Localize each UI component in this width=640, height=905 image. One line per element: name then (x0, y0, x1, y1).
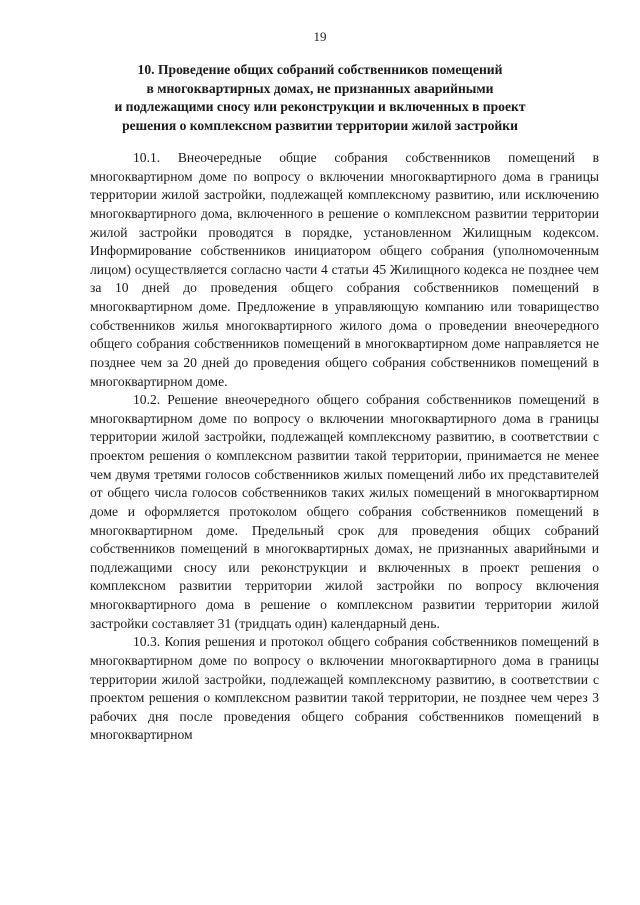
section-heading (70, 61, 570, 135)
heading-line: и подлежащими сносу или реконструкции и включенных в проект (114, 99, 526, 114)
paragraph-10-3: 10.3. Копия решения и протокол общего собрания собственников помещений в многоквартирном доме по вопросу о включении многоквартирного дома в границы территории жилой застройки, подлежащей комплексному развитию, в соответствии с проектом решения о комплексном развитии такой территории, не позднее чем через 3 рабочих дня после проведения общего собрания собственников помещений в многоквартирном (90, 634, 599, 743)
section-body (90, 149, 599, 745)
heading-line: в многоквартирных домах, не признанных аварийными (146, 80, 494, 96)
page-number: 19 (313, 29, 327, 44)
paragraph-10-2: 10.2. Решение внеочередного общего собрания собственников помещений в многоквартирном доме по вопросу о включении многоквартирного дома в границы территории жилой застройки, подлежащей комплексному развитию, в соответствии с проектом решения о комплексном развитии такой территории, принимается не менее чем двумя третями голосов собственников жилых помещений либо их представителей от общего числа голосов собственников таких жилых помещений в многоквартирном доме и оформляется протоколом общего собрания собственников помещений в многоквартирном доме. Предельный срок для проведения общих собраний собственников помещений в многоквартирных домах, не признанных аварийными и подлежащими сносу или реконструкции и включенных в проект решения о комплексном развитии территории жилой застройки по вопросу включения многоквартирного дома в решение о комплексном развитии территории жилой застройки составляет 31 (тридцать один) календарный день. (90, 392, 599, 631)
paragraph-10-1: 10.1. Внеочередные общие собрания собственников помещений в многоквартирном доме по вопросу о включении многоквартирного дома в границы территории жилой застройки, подлежащей комплексному развитию, или исключению многоквартирного дома, включенного в решение о комплексном развитии территории жилой застройки проводятся в порядке, установленном Жилищным кодексом. Информирование собственников инициатором общего собрания (уполномоченным лицом) осуществляется согласно части 4 статьи 45 Жилищного кодекса не позднее чем за 10 дней до проведения общего собрания собственников помещений в многоквартирном доме. Предложение в управляющую компанию или товарищество собственников жилья многоквартирного жилого дома о проведении внеочередного общего собрания собственников помещений в многоквартирном доме направляется не позднее чем за 20 дней до проведения общего собрания собственников помещений в многоквартирном доме. (90, 150, 599, 389)
heading-line: 10. Проведение общих собраний собственников помещений (137, 62, 503, 77)
heading-line: решения о комплексном развитии территории жилой застройки (122, 117, 518, 133)
